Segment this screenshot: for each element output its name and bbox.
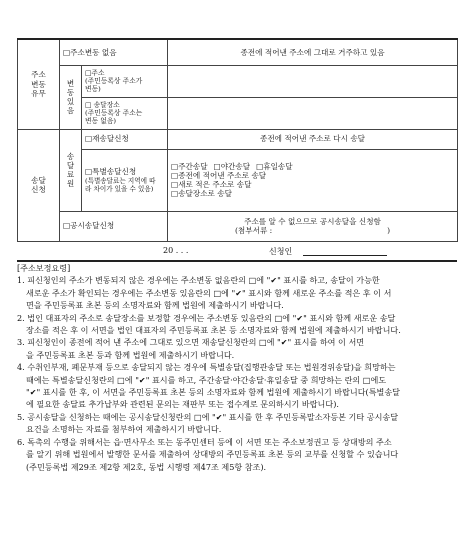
delivery-place-service-option[interactable]: □송달장소로 송달 bbox=[171, 189, 232, 199]
guide-item-4-cont: 에 필요한 송달료 추가납부와 관련된 문의는 재판부 또는 접수계로 문의하시기 바랍니다). bbox=[26, 399, 339, 410]
guide-item-1-cont: 새로운 주소가 확인되는 경우에는 주소변동 있음란의 □에 "✔" 표시와 함께 새로운 주소를 적은 후 이 서 bbox=[26, 287, 392, 298]
delivery-place-option[interactable]: □ 송달장소 (주민등록상 주소는 변동 없음) bbox=[82, 97, 168, 129]
guide-item-6-cont: 를 알기 위해 법원에서 발행한 문서를 제출하여 상대방의 주민등록표 초본 등의 교부를 신청할 수 있습니다 bbox=[26, 449, 399, 460]
delivery-place-field[interactable] bbox=[168, 97, 458, 129]
re-service-description: 종전에 적어낸 주소로 다시 송달 bbox=[168, 129, 458, 149]
changed-header: 변 동 있 음 bbox=[60, 65, 82, 129]
guide-item-6: 6. 독촉의 수행을 위해서는 읍·면사무소 또는 동주민센터 등에 이 서면 또는 주소보정권고 등 상대방의 주소 bbox=[17, 436, 392, 447]
service-application-header: 송달 신청 bbox=[18, 129, 60, 241]
guide-item-3-cont: 을 주민등록표 초본 등과 함께 법원에 제출하시기 바랍니다. bbox=[26, 349, 235, 360]
guide-item-4-cont: 때에는 특별송달신청란의 □에 "✔" 표시를 하고, 주간송달·야간송달·휴일송달 중 희망하는 란의 □에도 bbox=[26, 374, 387, 385]
special-service-choices bbox=[168, 149, 458, 211]
service-type-header: 송 달 료 원 bbox=[60, 129, 82, 211]
guide-item-2-cont: 장소를 적은 후 이 서면을 법인 대표자의 주민등록표 초본 등 소명자료와 함께 법원에 제출하시기 바랍니다. bbox=[26, 325, 401, 336]
guide-item-5-cont: 요건을 소명하는 자료를 첨부하여 제출하시기 바랍니다. bbox=[26, 424, 222, 435]
guide-item-4: 4. 수취인부재, 폐문부재 등으로 송달되지 않는 경우에 특별송달(집행관송달 또는 법원경위송달)을 희망하는 bbox=[17, 362, 396, 373]
address-changed-option[interactable]: □주소 (주민등록상 주소가 변동) bbox=[82, 65, 168, 97]
guide-item-3: 3. 피신청인이 종전에 적어 낸 주소에 그대로 있으면 재송달신청란의 □에 "✔" 표시를 하여 이 서면 bbox=[17, 337, 365, 348]
correction-guide bbox=[17, 262, 462, 473]
guide-item-2: 2. 법인 대표자의 주소로 송달장소를 보정할 경우에는 주소변동 있음란의 □에 "✔" 표시와 함께 새로운 송달 bbox=[17, 312, 396, 323]
public-service-description: 주소를 알 수 없으므로 공시송달을 신청함 (첨부서류 : ) bbox=[168, 211, 458, 241]
no-change-description: 종전에 적어낸 주소에 그대로 거주하고 있음 bbox=[168, 39, 458, 65]
no-change-option[interactable]: □주소변동 없음 bbox=[60, 39, 168, 65]
guide-item-6-cont: (주민등록법 제29조 제2항 제2호, 동법 시행령 제47조 제5항 참조). bbox=[26, 461, 267, 472]
service-time-row bbox=[171, 162, 454, 171]
applicant-label: 신청인 bbox=[269, 247, 293, 256]
address-change-header: 주소 변동 유무 bbox=[18, 39, 60, 129]
guide-item-1-cont: 면을 주민등록표 초본 등의 소명자료와 함께 법원에 제출하시기 바랍니다. bbox=[26, 300, 284, 311]
new-address-service-option[interactable]: □새로 적은 주소로 송달 bbox=[171, 180, 252, 189]
signature-row bbox=[17, 246, 457, 262]
guide-item-1: 1. 피신청인의 주소가 변동되지 않은 경우에는 주소변동 없음란의 □에 "✔" 표시를 하고, 송달이 가능한 bbox=[17, 275, 380, 286]
holiday-service-option[interactable]: □휴일송달 bbox=[256, 161, 293, 171]
guide-heading: [주소보정요령] bbox=[17, 263, 71, 273]
prev-address-service-option[interactable]: □종전에 적어낸 주소로 송달 bbox=[171, 170, 267, 180]
guide-item-5: 5. 공시송달을 신청하는 때에는 공시송달신청란의 □에 "✔" 표시를 한 후 주민등록말소자등본 기타 공시송달 bbox=[17, 411, 399, 422]
re-service-option[interactable]: □재송달신청 bbox=[82, 129, 168, 149]
special-service-option[interactable]: □특별송달신청 (특별송달료는 지역에 따 라 차이가 있을 수 있음) bbox=[82, 149, 168, 211]
guide-item-4-cont: "✔" 표시를 한 후, 이 서면을 주민등록표 초본 등의 소명자료와 함께 법원에 제출하시기 바랍니다(특별송달 bbox=[26, 387, 400, 398]
day-service-option[interactable]: □주간송달 bbox=[171, 161, 208, 171]
public-service-option[interactable]: □공시송달신청 bbox=[60, 211, 168, 241]
night-service-option[interactable]: □야간송달 bbox=[213, 161, 251, 171]
applicant-signature-line[interactable] bbox=[303, 255, 387, 256]
address-correction-form-table bbox=[17, 38, 458, 242]
new-address-field[interactable] bbox=[168, 65, 458, 97]
attachment-line[interactable]: (첨부서류 : ) bbox=[234, 226, 391, 235]
signature-date[interactable]: 20 . . . bbox=[163, 246, 189, 255]
